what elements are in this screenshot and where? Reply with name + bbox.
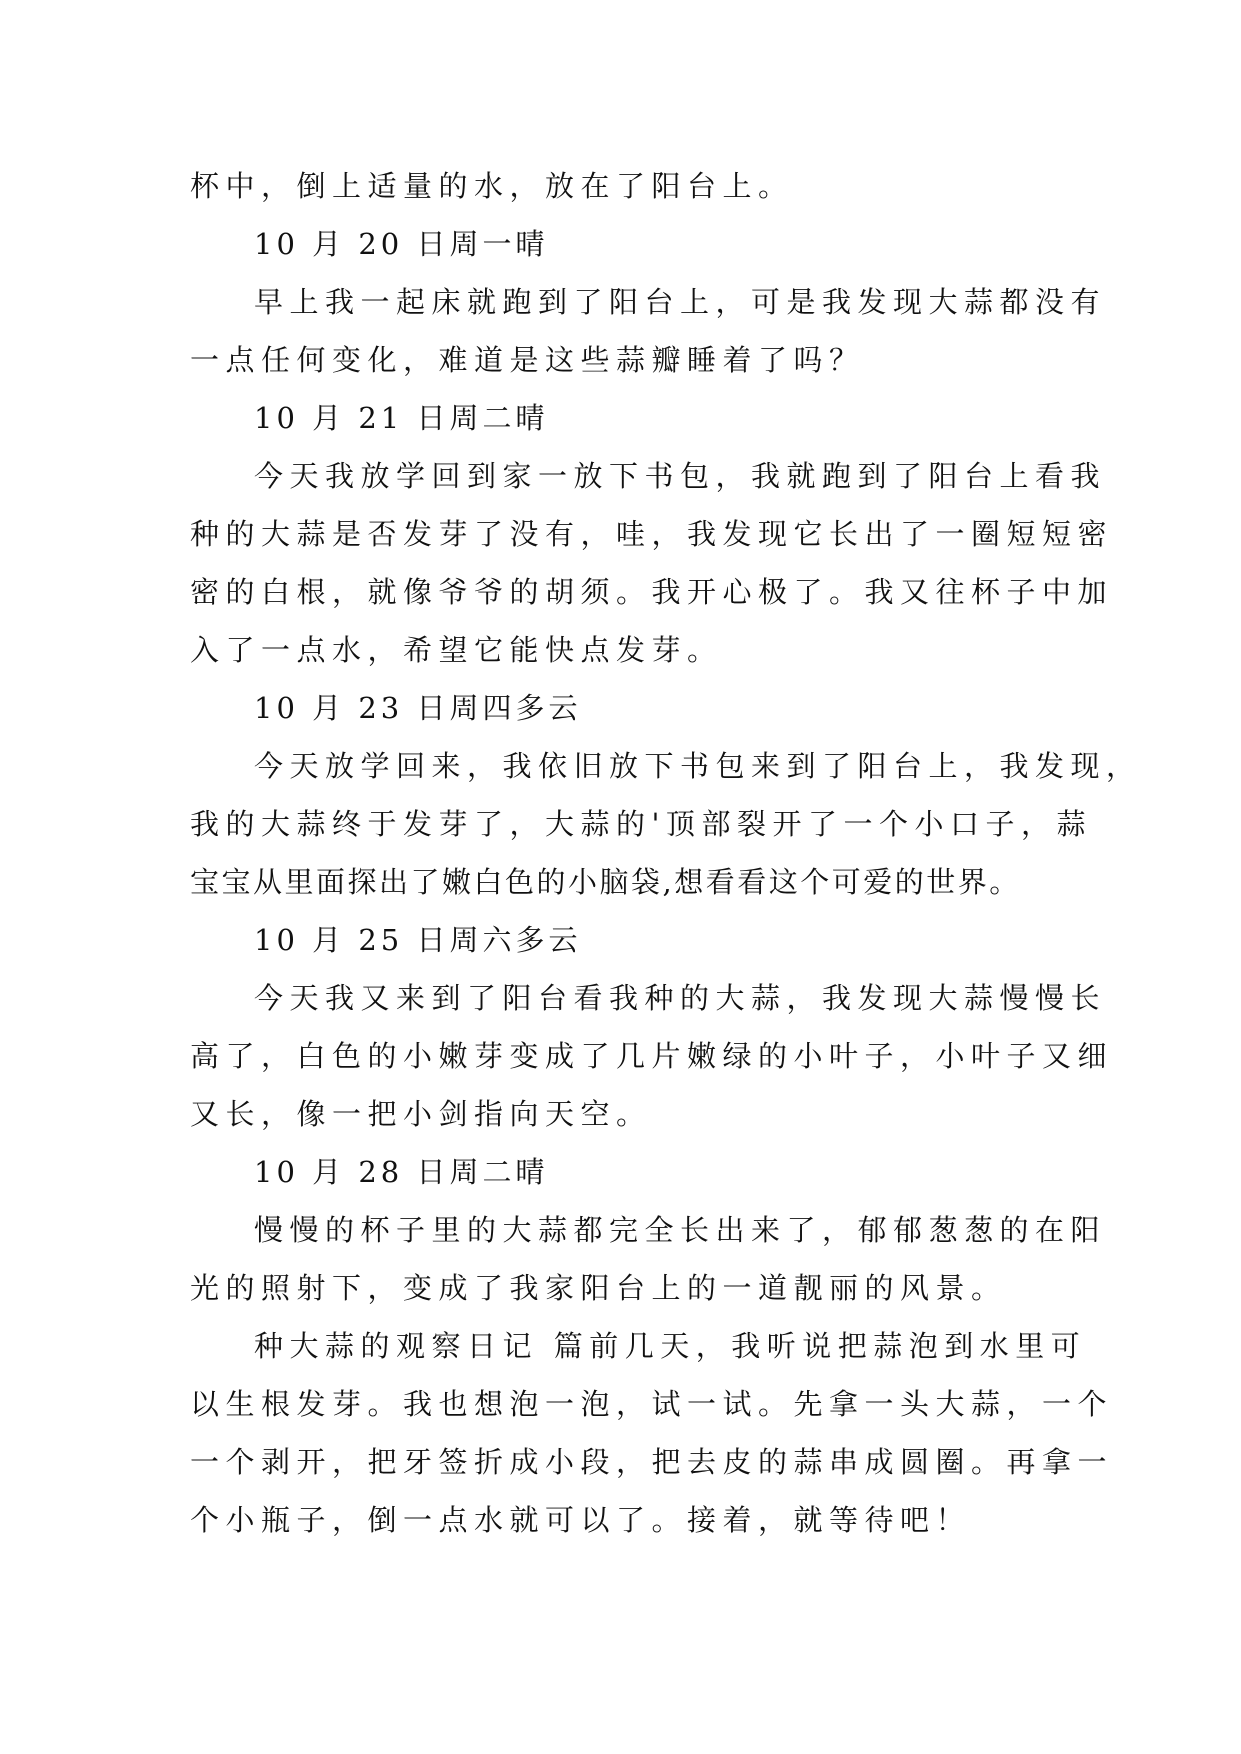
document-body bbox=[190, 157, 1142, 1549]
text-line: 一个剥开，把牙签折成小段，把去皮的蒜串成圆圈。再拿一 bbox=[190, 1445, 1114, 1479]
text-line: 今天我放学回到家一放下书包，我就跑到了阳台上看我 bbox=[254, 459, 1107, 493]
text-line: 个小瓶子，倒一点水就可以了。接着，就等待吧！ bbox=[190, 1503, 972, 1537]
text-line: 又长，像一把小剑指向天空。 bbox=[190, 1097, 652, 1131]
text-line: 光的照射下，变成了我家阳台上的一道靓丽的风景。 bbox=[190, 1271, 1007, 1305]
text-line: 慢慢的杯子里的大蒜都完全长出来了，郁郁葱葱的在阳 bbox=[254, 1213, 1107, 1247]
text-line: 杯中，倒上适量的水，放在了阳台上。 bbox=[190, 169, 794, 203]
text-line: 今天放学回来，我依旧放下书包来到了阳台上，我发现， bbox=[254, 749, 1142, 783]
text-line: 一点任何变化，难道是这些蒜瓣睡着了吗？ bbox=[190, 343, 865, 377]
text-line: 宝宝从里面探出了嫩白色的小脑袋,想看看这个可爱的世界。 bbox=[190, 865, 1021, 899]
diary-date-heading: 10 月 25 日周六多云 bbox=[254, 923, 582, 957]
text-line: 早上我一起床就跑到了阳台上，可是我发现大蒜都没有 bbox=[254, 285, 1107, 319]
text-line: 今天我又来到了阳台看我种的大蒜，我发现大蒜慢慢长 bbox=[254, 981, 1107, 1015]
text-line: 以生根发芽。我也想泡一泡，试一试。先拿一头大蒜，一个 bbox=[190, 1387, 1114, 1421]
text-line: 种大蒜的观察日记 篇前几天，我听说把蒜泡到水里可 bbox=[254, 1329, 1087, 1363]
diary-date-heading: 10 月 23 日周四多云 bbox=[254, 691, 582, 725]
diary-date-heading: 10 月 20 日周一晴 bbox=[254, 227, 549, 261]
diary-date-heading: 10 月 28 日周二晴 bbox=[254, 1155, 549, 1189]
text-line: 入了一点水，希望它能快点发芽。 bbox=[190, 633, 723, 667]
text-line: 我的大蒜终于发芽了，大蒜的'顶部裂开了一个小口子，蒜 bbox=[190, 807, 1092, 841]
text-line: 密的白根，就像爷爷的胡须。我开心极了。我又往杯子中加 bbox=[190, 575, 1114, 609]
text-line: 高了，白色的小嫩芽变成了几片嫩绿的小叶子，小叶子又细 bbox=[190, 1039, 1114, 1073]
diary-date-heading: 10 月 21 日周二晴 bbox=[254, 401, 549, 435]
text-line: 种的大蒜是否发芽了没有，哇，我发现它长出了一圈短短密 bbox=[190, 517, 1114, 551]
